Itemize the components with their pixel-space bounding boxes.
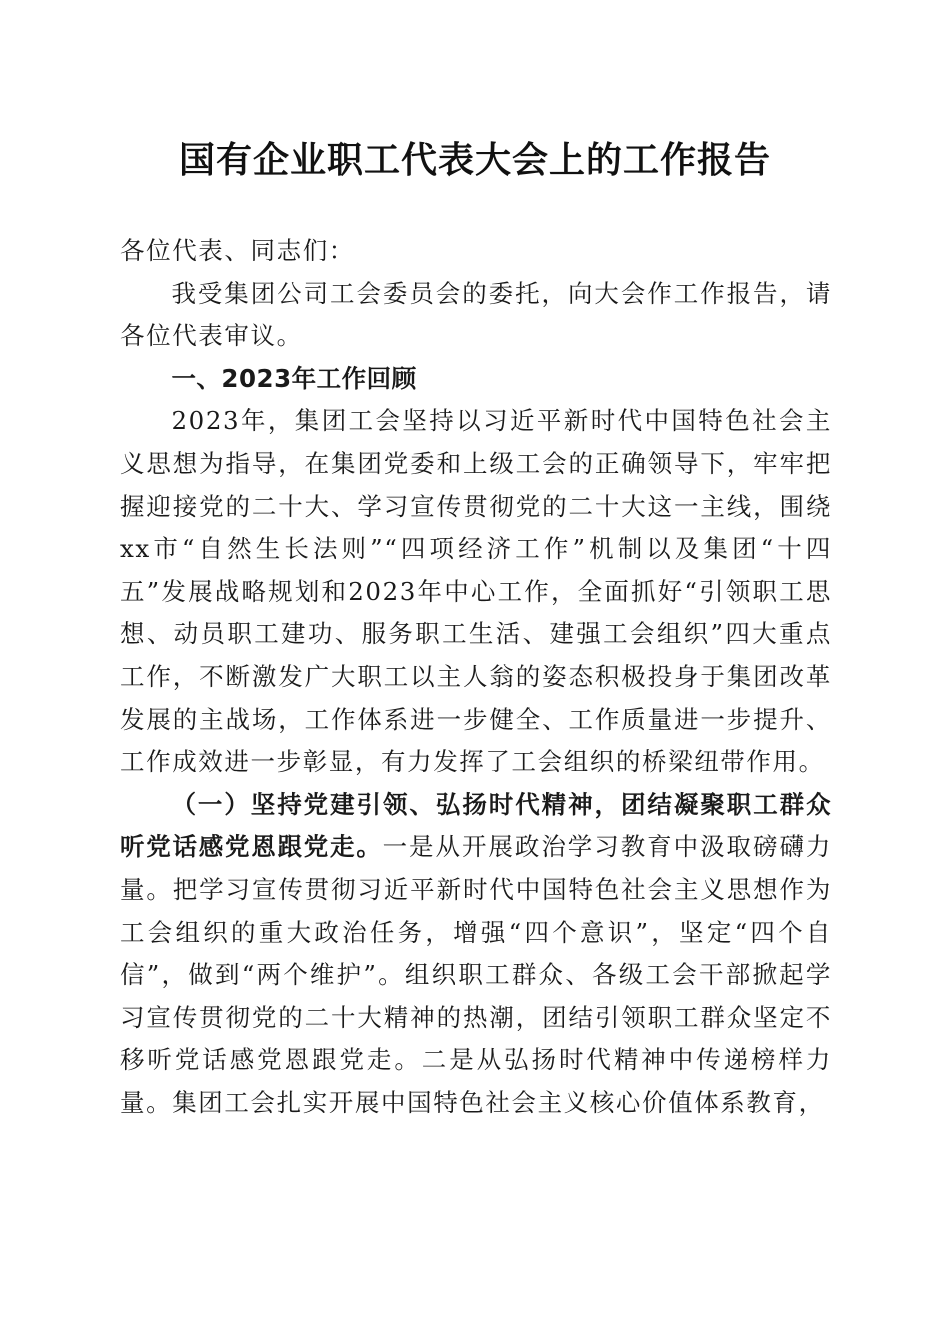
subsection-body: 一是从开展政治学习教育中汲取磅礴力量。把学习宣传贯彻习近平新时代中国特色社会主义思想作为工会组织的重大政治任务，增强“四个意识”，坚定“四个自信”，做到“两个维护”。组织职工群众、各级工会干部掀起学习宣传贯彻党的二十大精神的热潮，团结引领职工群众坚定不移听党话感党恩跟党走。二是从弘扬时代精神中传递榜样力量。集团工会扎实开展中国特色社会主义核心价值体系教育， <box>120 832 832 1117</box>
subsection-heading: （一）坚持党建引领、弘扬时代精神，团结凝聚职工群众听党话感党恩跟党走。 <box>120 789 832 862</box>
subsection-paragraph <box>120 784 832 1125</box>
section-heading: 一、2023年工作回顾 <box>171 363 417 393</box>
document-body <box>120 230 832 1124</box>
document-title: 国有企业职工代表大会上的工作报告 <box>178 139 771 181</box>
salutation: 各位代表、同志们： <box>120 236 355 265</box>
section-paragraph: 2023年，集团工会坚持以习近平新时代中国特色社会主义思想为指导，在集团党委和上级工会的正确领导下，牢牢把握迎接党的二十大、学习宣传贯彻党的二十大这一主线，围绕xx市“自然生长法则”“四项经济工作”机制以及集团“十四五”发展战略规划和2023年中心工作，全面抓好“引领职工思想、动员职工建功、服务职工生活、建强工会组织”四大重点工作，不断激发广大职工以主人翁的姿态积极投身于集团改革发展的主战场，工作体系进一步健全、工作质量进一步提升、工作成效进一步彰显，有力发挥了工会组织的桥梁纽带作用。 <box>120 406 832 777</box>
intro-paragraph: 我受集团公司工会委员会的委托，向大会作工作报告，请各位代表审议。 <box>120 278 832 351</box>
